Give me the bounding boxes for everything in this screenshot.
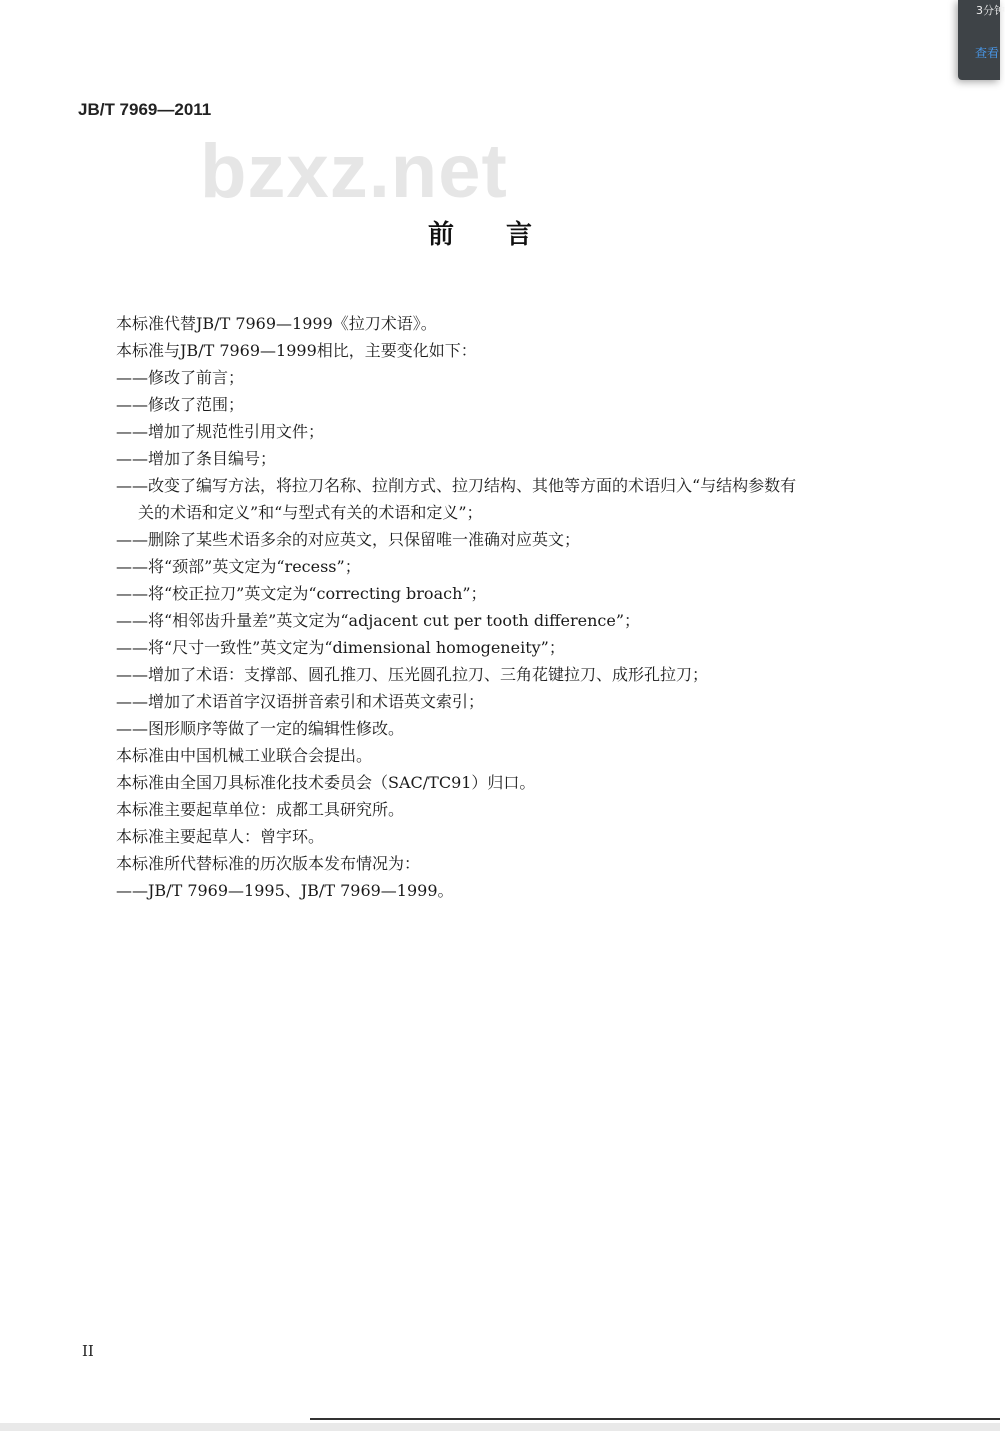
list-item: ——增加了条目编号； [116,449,277,468]
list-item: ——图形顺序等做了一定的编辑性修改。 [116,719,405,738]
page-number: II [82,1342,94,1360]
list-item: ——将“相邻齿升量差”英文定为“adjacent cut per tooth difference”； [116,611,641,630]
watermark-logo: bzxz.net [200,129,508,214]
page-bottom-edge [0,1423,1000,1431]
reading-time-popup [958,0,1005,80]
list-item: ——增加了术语首字汉语拼音索引和术语英文索引； [116,692,485,711]
list-item: ——增加了术语：支撑部、圆孔推刀、压光圆孔拉刀、三角花键拉刀、成形孔拉刀； [116,665,709,684]
text-line: 本标准由全国刀具标准化技术委员会（SAC/TC91）归口。 [116,773,536,792]
list-item: ——改变了编写方法，将拉刀名称、拉削方式、拉刀结构、其他等方面的术语归入“与结构参数有 [116,476,797,495]
list-item: ——修改了前言； [116,368,245,387]
reading-time-text: 3分钟 [976,4,1005,17]
list-item: ——删除了某些术语多余的对应英文，只保留唯一准确对应英文； [116,530,581,549]
text-line: 本标准与JB/T 7969—1999相比，主要变化如下： [116,341,477,360]
view-link[interactable]: 查看 [975,46,1000,60]
page-bottom-rule [310,1418,1000,1420]
preface-body [116,310,896,904]
text-line: 本标准所代替标准的历次版本发布情况为： [116,854,421,873]
text-line: 本标准代替JB/T 7969—1999《拉刀术语》。 [116,314,437,333]
page-title: 前言 [427,220,584,250]
text-line: 本标准由中国机械工业联合会提出。 [116,746,373,765]
list-item: ——JB/T 7969—1995、JB/T 7969—1999。 [116,881,454,900]
text-line: 本标准主要起草单位：成都工具研究所。 [116,800,405,819]
list-item: ——将“尺寸一致性”英文定为“dimensional homogeneity”； [116,638,565,657]
list-item-continuation: 关的术语和定义”和“与型式有关的术语和定义”； [138,503,483,522]
text-line: 本标准主要起草人：曾宇环。 [116,827,325,846]
list-item: ——将“颈部”英文定为“recess”； [116,557,361,576]
list-item: ——增加了规范性引用文件； [116,422,325,441]
list-item: ——将“校正拉刀”英文定为“correcting broach”； [116,584,487,603]
list-item: ——修改了范围； [116,395,245,414]
standard-code: JB/T 7969—2011 [78,100,212,119]
